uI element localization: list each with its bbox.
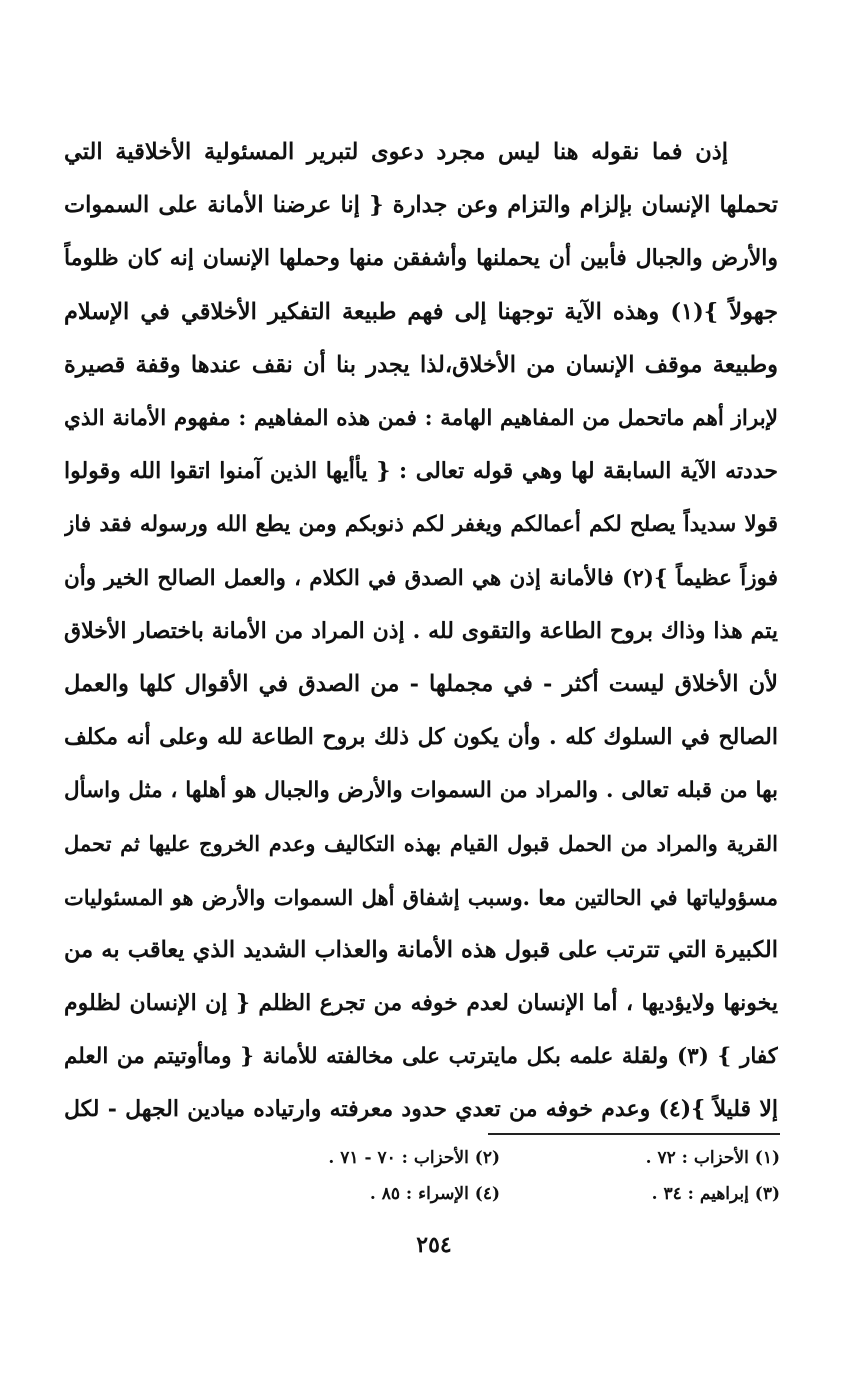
text-line: والأرض والجبال فأبين أن يحملنها وأشفقن منها وحملها الإنسان إنه كان ظلوماً (64, 245, 778, 272)
text-line: وطبيعة موقف الإنسان من الأخلاق،لذا يجدر بنا أن نقف عندها وقفة قصيرة (64, 351, 778, 378)
text-line: تحملها الإنسان بإلزام والتزام وعن جدارة { إنا عرضنا الأمانة على السموات (64, 192, 778, 219)
text-line: حددته الآية السابقة لها وهي قوله تعالى : { يأأيها الذين آمنوا اتقوا الله وقولوا (64, 458, 778, 485)
text-line: كفار } (٣) ولقلة علمه بكل مايترتب على مخالفته للأمانة { وماأوتيتم من العلم (64, 1044, 778, 1070)
text-line: الكبيرة التي تترتب على قبول هذه الأمانة والعذاب الشديد الذي يعاقب به من (64, 936, 778, 963)
footnote-3: (٣) إبراهيم : ٣٤ . (651, 1184, 780, 1204)
text-line: فوزاً عظيماً }(٢) فالأمانة إذن هي الصدق في الكلام ، والعمل الصالح الخير وأن (64, 565, 778, 591)
text-line: مسؤولياتها في الحالتين معا .وسبب إشفاق أهل السموات والأرض هو المسئوليات (64, 884, 778, 910)
footnote-2: (٢) الأحزاب : ٧٠ - ٧١ . (328, 1148, 500, 1168)
body-text (64, 126, 778, 1137)
text-line: لإبراز أهم ماتحمل من المفاهيم الهامة : فمن هذه المفاهيم : مفهوم الأمانة الذي (64, 405, 778, 431)
text-line: يخونها ولايؤديها ، أما الإنسان لعدم خوفه من تجرع الظلم { إن الإنسان لظلوم (64, 990, 778, 1016)
text-line: الصالح في السلوك كله . وأن يكون كل ذلك بروح الطاعة لله وعلى أنه مكلف (64, 724, 778, 751)
footnotes (220, 1140, 780, 1212)
page-number: ٢٥٤ (416, 1232, 452, 1258)
text-line: القرية والمراد من الحمل قبول القيام بهذه التكاليف وعدم الخروج عليها ثم تحمل (64, 831, 778, 857)
footnote-row (220, 1176, 780, 1212)
footnote-row (220, 1140, 780, 1176)
text-line: بها من قبله تعالى . والمراد من السموات والأرض والجبال هو أهلها ، مثل واسأل (64, 778, 778, 804)
footnote-divider (488, 1133, 780, 1135)
footnote-4: (٤) الإسراء : ٨٥ . (369, 1184, 500, 1204)
text-line: قولا سديداً يصلح لكم أعمالكم ويغفر لكم ذنوبكم ومن يطع الله ورسوله فقد فاز (64, 512, 778, 538)
text-line: جهولاً }(١) وهذه الآية توجهنا إلى فهم طبيعة التفكير الأخلاقي في الإسلام (64, 298, 778, 325)
text-line: يتم هذا وذاك بروح الطاعة والتقوى لله . إذن المراد من الأمانة باختصار الأخلاق (64, 617, 778, 644)
footnote-1: (١) الأحزاب : ٧٢ . (645, 1148, 780, 1168)
text-line: إذن فما نقوله هنا ليس مجرد دعوى لتبرير المسئولية الأخلاقية التي (64, 139, 728, 165)
text-line: لأن الأخلاق ليست أكثر - في مجملها - من الصدق في الأقوال كلها والعمل (64, 670, 778, 697)
text-line: إلا قليلاً }(٤) وعدم خوفه من تعدي حدود معرفته وارتياده ميادين الجهل - لكل (64, 1096, 778, 1123)
